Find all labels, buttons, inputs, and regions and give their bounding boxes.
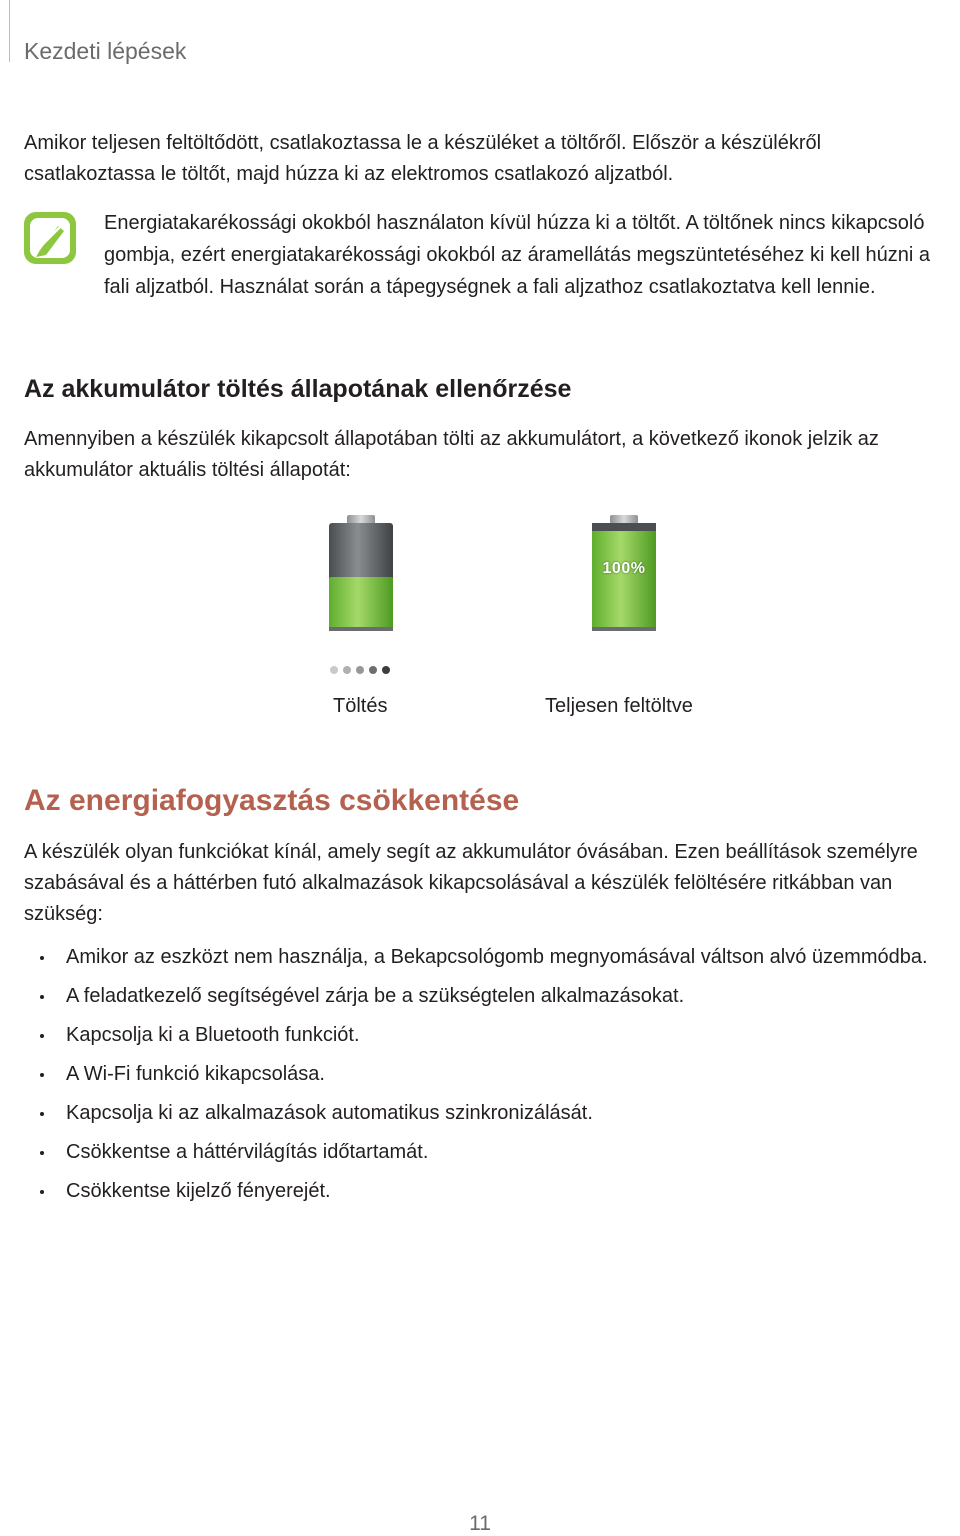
battery-charging-icon xyxy=(328,515,394,637)
section-header: Kezdeti lépések xyxy=(24,38,187,64)
list-item: A feladatkezelő segítségével zárja be a szükségtelen alkalmazásokat. xyxy=(24,981,949,1012)
battery-section-title: Az akkumulátor töltés állapotának ellenőrzése xyxy=(24,375,572,403)
battery-full-percent: 100% xyxy=(602,560,646,577)
list-item: Amikor az eszközt nem használja, a Bekapcsológomb megnyomásával váltson alvó üzemmódba. xyxy=(24,942,949,973)
note-pen-icon xyxy=(22,210,78,266)
charging-progress-dots xyxy=(330,666,390,674)
intro-paragraph: Amikor teljesen feltöltődött, csatlakoztassa le a készüléket a töltőről. Először a készülékről csatlakoztassa le töltőt, majd húzza ki az elektromos csatlakozó aljzatból. xyxy=(24,132,822,185)
power-section-description: A készülék olyan funkciókat kínál, amely segít az akkumulátor óvásában. Ezen beállítások személyre szabásával és a háttérben futó alkalmazások kikapcsolásával a készülék felöltésére ritkábban van szükség: xyxy=(24,841,918,925)
progress-dot xyxy=(382,666,390,674)
progress-dot xyxy=(369,666,377,674)
list-item: Csökkentse a háttérvilágítás időtartamát. xyxy=(24,1137,949,1168)
note-text: Energiatakarékossági okokból használaton kívül húzza ki a töltőt. A töltőnek nincs kikapcsoló gombja, ezért energiatakarékossági okokból az áramellátás megszüntetéséhez ki kell húzni a fali aljzatból. Használat során a tápegységnek a fali aljzathoz csatlakoztatva kell lennie. xyxy=(104,212,931,298)
progress-dot xyxy=(343,666,351,674)
progress-dot xyxy=(356,666,364,674)
page-number: 11 xyxy=(469,1512,491,1535)
power-tips-list xyxy=(24,942,949,1215)
list-item: Kapcsolja ki az alkalmazások automatikus szinkronizálását. xyxy=(24,1098,949,1129)
progress-dot xyxy=(330,666,338,674)
list-item: Kapcsolja ki a Bluetooth funkciót. xyxy=(24,1020,949,1051)
battery-full-label: Teljesen feltöltve xyxy=(545,695,693,717)
power-section-title: Az energiafogyasztás csökkentése xyxy=(24,784,520,817)
list-item: Csökkentse kijelző fényerejét. xyxy=(24,1176,949,1207)
list-item: A Wi-Fi funkció kikapcsolása. xyxy=(24,1059,949,1090)
battery-charging-label: Töltés xyxy=(333,695,388,717)
margin-rule xyxy=(9,0,10,62)
battery-section-description: Amennyiben a készülék kikapcsolt állapotában tölti az akkumulátort, a következő ikonok jelzik az akkumulátor aktuális töltési állapotát: xyxy=(24,428,879,481)
